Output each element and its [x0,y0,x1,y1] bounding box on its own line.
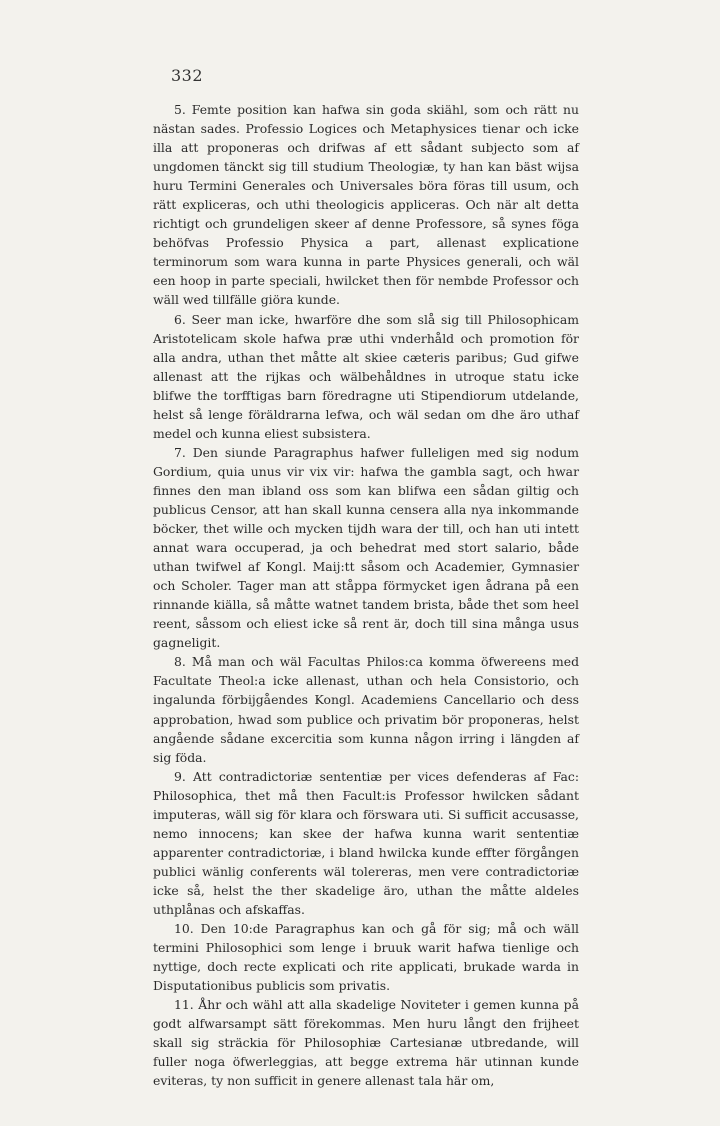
paragraph-5: 5. Femte position kan hafwa sin goda skiähl, som och rätt nu nästan sades. Professio Logices och Metaphysices tienar och icke illa att proponeras och drifwas af ett sådant subjecto som af ungdomen tänckt sig till studium Theologiæ, ty han kan bäst wijsa huru Termini Generales och Universales böra föras till usum, och rätt expliceras, och uthi theologicis appliceras. Och när alt detta richtigt och grundeligen skeer af denne Professore, så synes föga behöfvas Professio Physica a part, allenast explicatione terminorum som wara kunna in parte Physices generali, och wäl een hoop in parte speciali, hwilcket then för nembde Professor och wäll wed tillfälle giöra kunde. [153,102,579,308]
paragraph-10: 10. Den 10:de Paragraphus kan och gå för sig; må och wäll termini Philosophici som lenge i bruuk warit hafwa tienlige och nyttige, doch recte explicati och rite applicati, brukade warda in Disputationibus publicis som privatis. [153,921,579,994]
body-text [153,100,579,1090]
paragraph-7: 7. Den siunde Paragraphus hafwer fulleligen med sig nodum Gordium, quia unus vir vix vir: hafwa the gambla sagt, och hwar finnes den man ibland oss som kan blifwa een sådan giltig och publicus Censor, att han skall kunna censera alla nya inkommande böcker, thet wille och mycken tijdh wara der till, och han uti intett annat wara occuperad, ja och behedrat med stort salario, både uthan twifwel af Kongl. Maij:tt såsom och Academier, Gymnasier och Scholer. Tager man att ståppa förmycket igen ådrana på een rinnande kiälla, så måtte watnet tandem brista, både thet som heel reent, såssom och eliest icke så rent är, doch till sina många usus gagneligit. [153,444,579,651]
paragraph-6: 6. Seer man icke, hwarföre dhe som slå sig till Philosophicam Aristotelicam skole hafwa præ uthi vnderhåld och promotion för alla andra, uthan thet måtte alt skiee cæteris paribus; Gud gifwe allenast att the rijkas och wälbehåldnes in utroque statu icke blifwe the torfftigas barn föredragne uti Stipendiorum utdelande, helst så lenge föräldrarna lefwa, och wäl sedan om dhe äro uthaf medel och kunna eliest subsistera. [153,311,579,441]
paragraph-11: 11. Åhr och wähl att alla skadelige Noviteter i gemen kunna på godt alfwarsampt sätt förekommas. Men huru långt den frijheet skall sig sträckia för Philosophiæ Cartesianæ utbredande, will fuller noga öfwerleggias, att begge extrema här utinnan kunde eviteras, ty non sufficit in genere allenast tala här om, [153,997,579,1089]
paragraph-9: 9. Att contradictoriæ sententiæ per vices defenderas af Fac: Philosophica, thet må then Facult:is Professor hwilcken sådant imputeras, wäll sig för klara och förswara uti. Si sufficit accusasse, nemo innocens; kan skee der hafwa kunna warit sententiæ apparenter contradictoriæ, i bland hwilcka kunde effter förgången publici wänlig conferents wäl tolereras, men vere contradictoriæ icke så, helst the ther skadelige äro, uthan the måtte aldeles uthplånas och afskaffas. [153,768,579,917]
page-number: 332 [171,66,204,85]
paragraph-8: 8. Må man och wäl Facultas Philos:ca komma öfwereens med Facultate Theol:a icke allenast, uthan och hela Consistorio, och ingalunda förbijgåendes Kongl. Academiens Cancellario och dess approbation, hwad som publice och privatim bör proponeras, helst angående sådane excercitia som kunna någon irring i längden af sig föda. [153,654,579,765]
